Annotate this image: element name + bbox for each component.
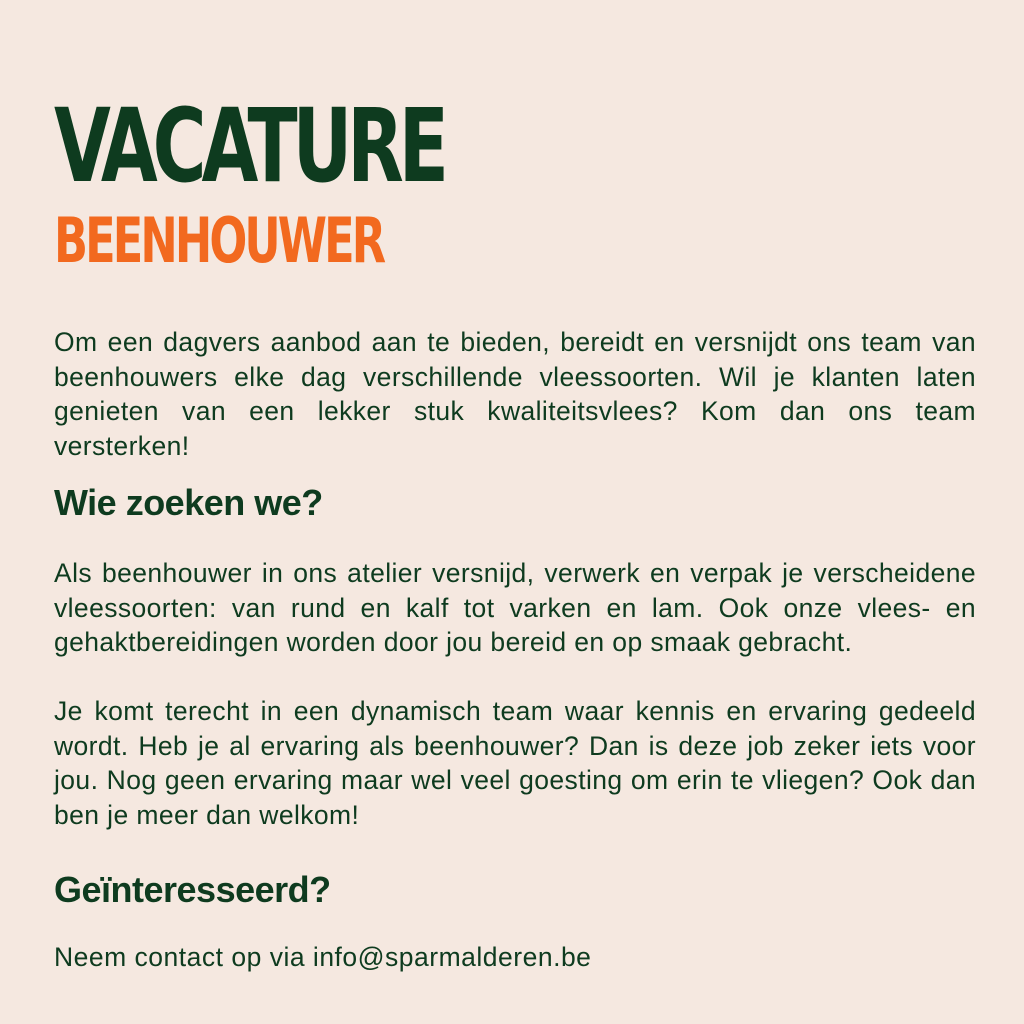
interested-heading: Geïnteresseerd? xyxy=(54,869,331,910)
vacancy-content xyxy=(54,0,976,1024)
contact-text: Neem contact op via info@sparmalderen.be xyxy=(54,942,592,972)
job-title: BEENHOUWER xyxy=(54,204,384,277)
intro-paragraph: Om een dagvers aanbod aan te bieden, bereidt en versnijdt ons team van beenhouwers elke dag verschillende vleessoorten. Wil je klanten laten genieten van een lekker stuk kwaliteitsvlees? Kom dan ons team versterken! xyxy=(54,327,976,461)
who-paragraph-1: Als beenhouwer in ons atelier versnijd, verwerk en verpak je verscheidene vleessoorten: van rund en kalf tot varken en lam. Ook onze vlees- en gehaktbereidingen worden door jou bereid en op smaak gebracht. xyxy=(54,558,976,657)
who-heading: Wie zoeken we? xyxy=(54,482,323,523)
who-paragraph-2: Je komt terecht in een dynamisch team waar kennis en ervaring gedeeld wordt. Heb je al ervaring als beenhouwer? Dan is deze job zeker iets voor jou. Nog geen ervaring maar wel veel goesting om erin te vliegen? Ook dan ben je meer dan welkom! xyxy=(54,696,976,830)
page-title: VACATURE xyxy=(54,87,444,206)
